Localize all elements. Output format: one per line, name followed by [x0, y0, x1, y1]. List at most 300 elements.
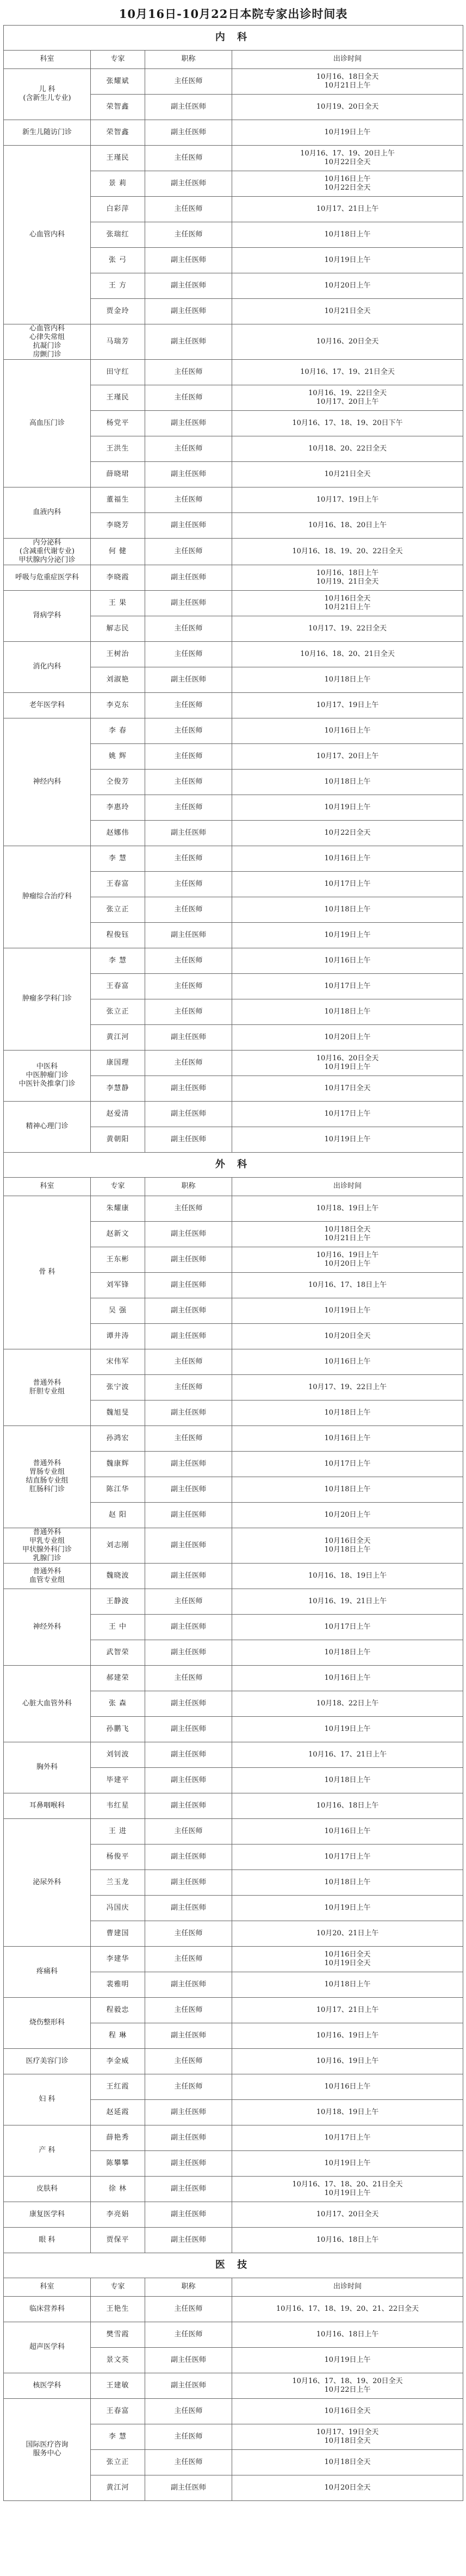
expert-name: 陈江华	[91, 1477, 145, 1502]
expert-title: 副主任医师	[145, 1767, 232, 1793]
expert-name: 吴 强	[91, 1298, 145, 1323]
expert-title: 副主任医师	[145, 2347, 232, 2373]
department-name-line: 康复医学科	[29, 2210, 65, 2218]
expert-name: 李惠玲	[91, 795, 145, 820]
expert-title: 副主任医师	[145, 1895, 232, 1921]
expert-title: 副主任医师	[145, 2176, 232, 2202]
clinic-time-line: 10月19日全天	[324, 1959, 371, 1967]
clinic-time-line: 10月19日上午	[324, 2189, 371, 2197]
clinic-time	[232, 871, 463, 897]
expert-title: 副主任医师	[145, 922, 232, 948]
clinic-time	[232, 641, 463, 667]
expert-title: 主任医师	[145, 1818, 232, 1844]
expert-title: 副主任医师	[145, 1870, 232, 1895]
expert-title: 主任医师	[145, 1997, 232, 2023]
table-row	[4, 1946, 463, 1972]
expert-title: 主任医师	[145, 641, 232, 667]
clinic-time	[232, 2424, 463, 2449]
department-cell	[4, 641, 91, 692]
clinic-time	[232, 1895, 463, 1921]
department-cell	[4, 487, 91, 538]
expert-name: 武智荣	[91, 1640, 145, 1665]
clinic-time	[232, 1323, 463, 1349]
clinic-time-line: 10月20日上午	[324, 1033, 371, 1041]
expert-name: 张立正	[91, 897, 145, 922]
expert-title: 副主任医师	[145, 2099, 232, 2125]
table-row	[4, 538, 463, 565]
clinic-time-line: 10月18日上午	[324, 675, 371, 684]
expert-name: 孙鹏飞	[91, 1716, 145, 1742]
expert-name: 张立正	[91, 2449, 145, 2475]
clinic-time	[232, 385, 463, 410]
clinic-time	[232, 436, 463, 461]
expert-name: 赵娜伟	[91, 820, 145, 846]
expert-name: 张 森	[91, 1691, 145, 1716]
clinic-time-line: 10月16、18、20日上午	[308, 521, 387, 529]
expert-title: 主任医师	[145, 718, 232, 743]
clinic-time	[232, 1665, 463, 1691]
expert-name: 王春富	[91, 871, 145, 897]
department-name-line: 中医针灸推拿门诊	[18, 1080, 76, 1088]
column-header-title: 职称	[145, 1177, 232, 1196]
clinic-time-line: 10月21日上午	[324, 81, 371, 90]
expert-name: 张宁波	[91, 1374, 145, 1400]
expert-name: 刘志刚	[91, 1528, 145, 1563]
expert-title: 主任医师	[145, 2424, 232, 2449]
clinic-time	[232, 999, 463, 1024]
expert-title: 主任医师	[145, 2322, 232, 2347]
clinic-time	[232, 1076, 463, 1101]
department-cell	[4, 2322, 91, 2373]
table-row	[4, 1349, 463, 1374]
table-row	[4, 1818, 463, 1844]
page-title: 10月16日-10月22日本院专家出诊时间表	[119, 7, 348, 21]
department-name-line: 新生儿随访门诊	[22, 128, 72, 136]
clinic-time-line: 10月19日上午	[324, 255, 371, 264]
department-name-line: 胸外科	[36, 1763, 58, 1771]
clinic-time-line: 10月21日上午	[324, 603, 371, 611]
expert-name: 薛晓珺	[91, 461, 145, 487]
expert-title: 副主任医师	[145, 1272, 232, 1298]
department-name-line: 呼吸与危重症医学科	[15, 573, 79, 582]
clinic-time-line: 10月16日上午	[324, 726, 371, 735]
column-header-dept: 科室	[4, 1177, 91, 1196]
expert-name: 马瑞芳	[91, 324, 145, 359]
clinic-time	[232, 1742, 463, 1767]
expert-name: 张瑞红	[91, 222, 145, 247]
expert-title: 主任医师	[145, 1050, 232, 1076]
expert-title: 副主任医师	[145, 1076, 232, 1101]
department-name-line: 甲状腺外科门诊	[22, 1545, 72, 1554]
clinic-time-line: 10月16、18、19日上午	[308, 1571, 387, 1580]
clinic-time	[232, 2202, 463, 2227]
clinic-time	[232, 196, 463, 222]
clinic-time	[232, 973, 463, 999]
clinic-time-line: 10月16、17、18日上午	[308, 1280, 387, 1289]
department-cell	[4, 1742, 91, 1793]
expert-title: 副主任医师	[145, 1127, 232, 1152]
expert-name: 魏晓波	[91, 1563, 145, 1589]
clinic-time-line: 10月16日全天	[324, 1536, 371, 1545]
department-name-line: 儿 科	[39, 85, 55, 93]
department-cell	[4, 1665, 91, 1742]
clinic-time	[232, 1528, 463, 1563]
expert-name: 白彩萍	[91, 196, 145, 222]
expert-title: 副主任医师	[145, 410, 232, 436]
column-header-dept: 科室	[4, 2278, 91, 2296]
department-name-line: 神经外科	[33, 1622, 61, 1631]
expert-title: 主任医师	[145, 1589, 232, 1614]
expert-title: 副主任医师	[145, 512, 232, 538]
department-name-line: 内分泌科	[33, 538, 61, 547]
expert-title: 副主任医师	[145, 2202, 232, 2227]
expert-title: 副主任医师	[145, 273, 232, 298]
expert-title: 主任医师	[145, 1374, 232, 1400]
department-cell	[4, 692, 91, 718]
expert-name: 李 慧	[91, 2424, 145, 2449]
clinic-time	[232, 2048, 463, 2074]
clinic-time	[232, 145, 463, 171]
department-name-line: 肝胆专业组	[29, 1387, 65, 1396]
clinic-time	[232, 1477, 463, 1502]
department-name-line: 超声医学科	[29, 2343, 65, 2351]
clinic-time-line: 10月16、19日上午	[316, 2031, 379, 2040]
clinic-time-line: 10月22日全天	[324, 183, 371, 192]
clinic-time	[232, 616, 463, 641]
expert-title: 副主任医师	[145, 1691, 232, 1716]
clinic-time-line: 10月16、18、20、21日全天	[300, 649, 395, 658]
clinic-time-line: 10月19日上午	[324, 930, 371, 939]
department-name-line: 中医科	[36, 1062, 58, 1071]
department-cell	[4, 1563, 91, 1589]
expert-title: 副主任医师	[145, 1247, 232, 1272]
department-cell	[4, 2202, 91, 2227]
column-header-row	[4, 1177, 463, 1196]
expert-name: 张立正	[91, 999, 145, 1024]
expert-title: 主任医师	[145, 1946, 232, 1972]
expert-title: 副主任医师	[145, 324, 232, 359]
clinic-time-line: 10月22日全天	[324, 158, 371, 166]
table-row	[4, 2202, 463, 2227]
expert-title: 主任医师	[145, 769, 232, 795]
expert-name: 姚 辉	[91, 743, 145, 769]
clinic-time-line: 10月18日上午	[324, 1408, 371, 1417]
column-header-expert: 专家	[91, 50, 145, 68]
expert-name: 李晓芳	[91, 512, 145, 538]
expert-title: 主任医师	[145, 487, 232, 512]
table-row	[4, 2048, 463, 2074]
expert-name: 李 慧	[91, 948, 145, 973]
expert-title: 主任医师	[145, 973, 232, 999]
expert-title: 副主任医师	[145, 1477, 232, 1502]
clinic-time	[232, 2373, 463, 2398]
department-cell	[4, 2176, 91, 2202]
expert-title: 副主任医师	[145, 1221, 232, 1247]
expert-name: 郝建荣	[91, 1665, 145, 1691]
expert-name: 王红霞	[91, 2074, 145, 2099]
clinic-time	[232, 769, 463, 795]
table-row	[4, 1425, 463, 1451]
clinic-time	[232, 1425, 463, 1451]
clinic-time	[232, 1374, 463, 1400]
table-row	[4, 2125, 463, 2150]
table-row	[4, 1589, 463, 1614]
clinic-time-line: 10月18日上午	[324, 230, 371, 239]
department-cell	[4, 1946, 91, 1997]
department-name-line: 普通外科	[33, 1528, 61, 1536]
department-name-line: 疼痛科	[36, 1967, 58, 1975]
table-row	[4, 2373, 463, 2398]
clinic-time	[232, 171, 463, 196]
clinic-time-line: 10月19日上午	[324, 803, 371, 811]
clinic-time	[232, 1127, 463, 1152]
expert-name: 何 健	[91, 538, 145, 565]
expert-name: 王 进	[91, 1818, 145, 1844]
expert-name: 谭井涛	[91, 1323, 145, 1349]
clinic-time-line: 10月18日上午	[324, 1648, 371, 1656]
clinic-time-line: 10月19日上午	[324, 2159, 371, 2167]
expert-title: 副主任医师	[145, 1528, 232, 1563]
clinic-time-line: 10月16、18日上午	[316, 568, 379, 577]
expert-name: 赵 阳	[91, 1502, 145, 1528]
clinic-time	[232, 1870, 463, 1895]
department-cell	[4, 359, 91, 487]
expert-name: 王瑾民	[91, 145, 145, 171]
department-name-line: 核医学科	[33, 2381, 61, 2390]
clinic-time	[232, 324, 463, 359]
clinic-time	[232, 359, 463, 385]
clinic-time-line: 10月18日全天	[324, 2458, 371, 2466]
expert-title: 主任医师	[145, 897, 232, 922]
clinic-time	[232, 1589, 463, 1614]
expert-title: 主任医师	[145, 948, 232, 973]
column-header-dept: 科室	[4, 50, 91, 68]
expert-title: 主任医师	[145, 871, 232, 897]
department-cell	[4, 1050, 91, 1101]
clinic-time	[232, 820, 463, 846]
expert-name: 程毅忠	[91, 1997, 145, 2023]
clinic-time	[232, 1272, 463, 1298]
clinic-time-line: 10月16、17、18、19、20日全天	[292, 2377, 403, 2385]
clinic-time-line: 10月16日上午	[324, 2082, 371, 2091]
clinic-time-line: 10月19日上午	[324, 128, 371, 136]
clinic-time-line: 10月20日全天	[324, 1331, 371, 1340]
clinic-time	[232, 2099, 463, 2125]
schedule-table	[3, 3, 463, 2501]
clinic-time	[232, 743, 463, 769]
expert-name: 王春富	[91, 2398, 145, 2424]
section-title: 外 科	[4, 1152, 463, 1177]
department-cell	[4, 718, 91, 846]
department-cell	[4, 1793, 91, 1818]
expert-title: 主任医师	[145, 222, 232, 247]
clinic-time-line: 10月16日上午	[324, 1434, 371, 1442]
expert-name: 荣智鑫	[91, 120, 145, 145]
clinic-time-line: 10月17、19日全天	[316, 2428, 379, 2436]
clinic-time	[232, 2150, 463, 2176]
table-row	[4, 590, 463, 616]
department-cell	[4, 846, 91, 948]
expert-name: 裴雅明	[91, 1972, 145, 1997]
clinic-time-line: 10月16日上午	[324, 1357, 371, 1366]
expert-title: 主任医师	[145, 385, 232, 410]
table-row	[4, 324, 463, 359]
clinic-time	[232, 2347, 463, 2373]
clinic-time-line: 10月19日上午	[324, 1724, 371, 1733]
expert-name: 田守红	[91, 359, 145, 385]
clinic-time-line: 10月18日上午	[324, 1007, 371, 1016]
clinic-time	[232, 2023, 463, 2048]
expert-title: 副主任医师	[145, 1451, 232, 1477]
expert-name: 黄江河	[91, 2475, 145, 2500]
department-name-line: 临床营养科	[29, 2304, 65, 2313]
table-row	[4, 1196, 463, 1221]
clinic-time	[232, 795, 463, 820]
clinic-time-line: 10月17、21日上午	[316, 2005, 379, 2014]
clinic-time	[232, 922, 463, 948]
table-row	[4, 2296, 463, 2322]
clinic-time	[232, 1349, 463, 1374]
department-name-line: 乳腺门诊	[33, 1554, 61, 1562]
clinic-time	[232, 948, 463, 973]
expert-title: 主任医师	[145, 1425, 232, 1451]
expert-name: 宋伟军	[91, 1349, 145, 1374]
expert-title: 副主任医师	[145, 1024, 232, 1050]
table-row	[4, 2322, 463, 2347]
department-name-line: 高血压门诊	[29, 418, 65, 427]
expert-title: 主任医师	[145, 1349, 232, 1374]
clinic-time	[232, 487, 463, 512]
department-name-line: 肿瘤综合治疗科	[22, 892, 72, 901]
clinic-time-line: 10月19日上午	[324, 2355, 371, 2364]
clinic-time-line: 10月16、17、19、20日上午	[300, 149, 395, 158]
clinic-time	[232, 667, 463, 692]
expert-name: 黄朝阳	[91, 1127, 145, 1152]
expert-title: 副主任医师	[145, 2373, 232, 2398]
expert-title: 主任医师	[145, 1921, 232, 1946]
department-cell	[4, 565, 91, 590]
department-name-line: 骨 科	[39, 1268, 55, 1276]
clinic-time	[232, 1050, 463, 1076]
table-row	[4, 1563, 463, 1589]
clinic-time	[232, 565, 463, 590]
department-name-line: 普通外科	[33, 1378, 61, 1387]
clinic-time-line: 10月16日上午	[324, 1673, 371, 1682]
department-name-line: 血管专业组	[29, 1575, 65, 1584]
expert-name: 荣智鑫	[91, 94, 145, 120]
clinic-time-line: 10月18日上午	[324, 1545, 371, 1554]
department-name-line: 普通外科	[33, 1567, 61, 1575]
clinic-time-line: 10月20日上午	[324, 1259, 371, 1268]
clinic-time-line: 10月20日上午	[324, 1510, 371, 1519]
section-row	[4, 1152, 463, 1177]
department-name-line: 甲乳专业组	[29, 1536, 65, 1545]
clinic-time	[232, 461, 463, 487]
clinic-time	[232, 94, 463, 120]
department-cell	[4, 2398, 91, 2500]
department-cell	[4, 324, 91, 359]
clinic-time	[232, 120, 463, 145]
expert-name: 王艳生	[91, 2296, 145, 2322]
expert-title: 副主任医师	[145, 1323, 232, 1349]
table-row	[4, 359, 463, 385]
table-row	[4, 1793, 463, 1818]
expert-name: 王 中	[91, 1614, 145, 1640]
table-row	[4, 948, 463, 973]
expert-title: 主任医师	[145, 145, 232, 171]
clinic-time-line: 10月17日上午	[324, 1109, 371, 1118]
clinic-time	[232, 1024, 463, 1050]
clinic-time-line: 10月16日上午	[324, 956, 371, 965]
clinic-time-line: 10月16、18日全天	[316, 72, 379, 81]
expert-name: 赵延霞	[91, 2099, 145, 2125]
expert-title: 副主任医师	[145, 1298, 232, 1323]
clinic-time-line: 10月18、20、22日全天	[308, 444, 387, 453]
department-cell	[4, 2074, 91, 2125]
department-cell	[4, 2373, 91, 2398]
expert-name: 李建华	[91, 1946, 145, 1972]
clinic-time	[232, 2176, 463, 2202]
clinic-time	[232, 68, 463, 94]
department-name-line: 医疗美容门诊	[26, 2056, 69, 2065]
clinic-time	[232, 718, 463, 743]
department-cell	[4, 2125, 91, 2176]
clinic-time	[232, 298, 463, 324]
department-name-line: 肛肠科门诊	[29, 1485, 65, 1493]
clinic-time	[232, 1196, 463, 1221]
department-cell	[4, 590, 91, 641]
department-name-line: 老年医学科	[29, 701, 65, 709]
expert-name: 康国理	[91, 1050, 145, 1076]
expert-name: 赵爱清	[91, 1101, 145, 1127]
clinic-time-line: 10月19日上午	[324, 1062, 371, 1071]
department-name-line: 精神心理门诊	[26, 1122, 69, 1130]
clinic-time	[232, 897, 463, 922]
expert-name: 贾保平	[91, 2227, 145, 2253]
clinic-time-line: 10月17、20日上午	[316, 752, 379, 760]
clinic-time-line: 10月16、19、21日上午	[308, 1597, 387, 1605]
clinic-time	[232, 1502, 463, 1528]
department-cell	[4, 2227, 91, 2253]
clinic-time	[232, 1818, 463, 1844]
table-row	[4, 565, 463, 590]
column-header-title: 职称	[145, 2278, 232, 2296]
expert-name: 解志民	[91, 616, 145, 641]
department-name-line: 肿瘤多学科门诊	[22, 995, 72, 1003]
table-row	[4, 68, 463, 94]
department-name-line: 眼 科	[39, 2235, 55, 2244]
expert-name: 王洪生	[91, 436, 145, 461]
clinic-time-line: 10月21日全天	[324, 470, 371, 478]
department-name-line: 烧伤整形科	[29, 2018, 65, 2027]
expert-name: 韦红星	[91, 1793, 145, 1818]
table-row	[4, 487, 463, 512]
clinic-time-line: 10月21日全天	[324, 307, 371, 315]
department-cell	[4, 1349, 91, 1425]
expert-title: 副主任医师	[145, 1716, 232, 1742]
clinic-time	[232, 1844, 463, 1870]
clinic-time-line: 10月17日上午	[324, 1459, 371, 1468]
clinic-time	[232, 1921, 463, 1946]
clinic-time-line: 10月18、19日上午	[316, 2108, 379, 2116]
department-name-line: 胃肠专业组	[29, 1468, 65, 1476]
expert-title: 主任医师	[145, 616, 232, 641]
expert-name: 程 琳	[91, 2023, 145, 2048]
department-name-line: 神经内科	[33, 777, 61, 786]
clinic-time-line: 10月16、17、18、19、20日下午	[292, 418, 403, 427]
clinic-time	[232, 1563, 463, 1589]
department-name-line: 泌尿外科	[33, 1878, 61, 1886]
